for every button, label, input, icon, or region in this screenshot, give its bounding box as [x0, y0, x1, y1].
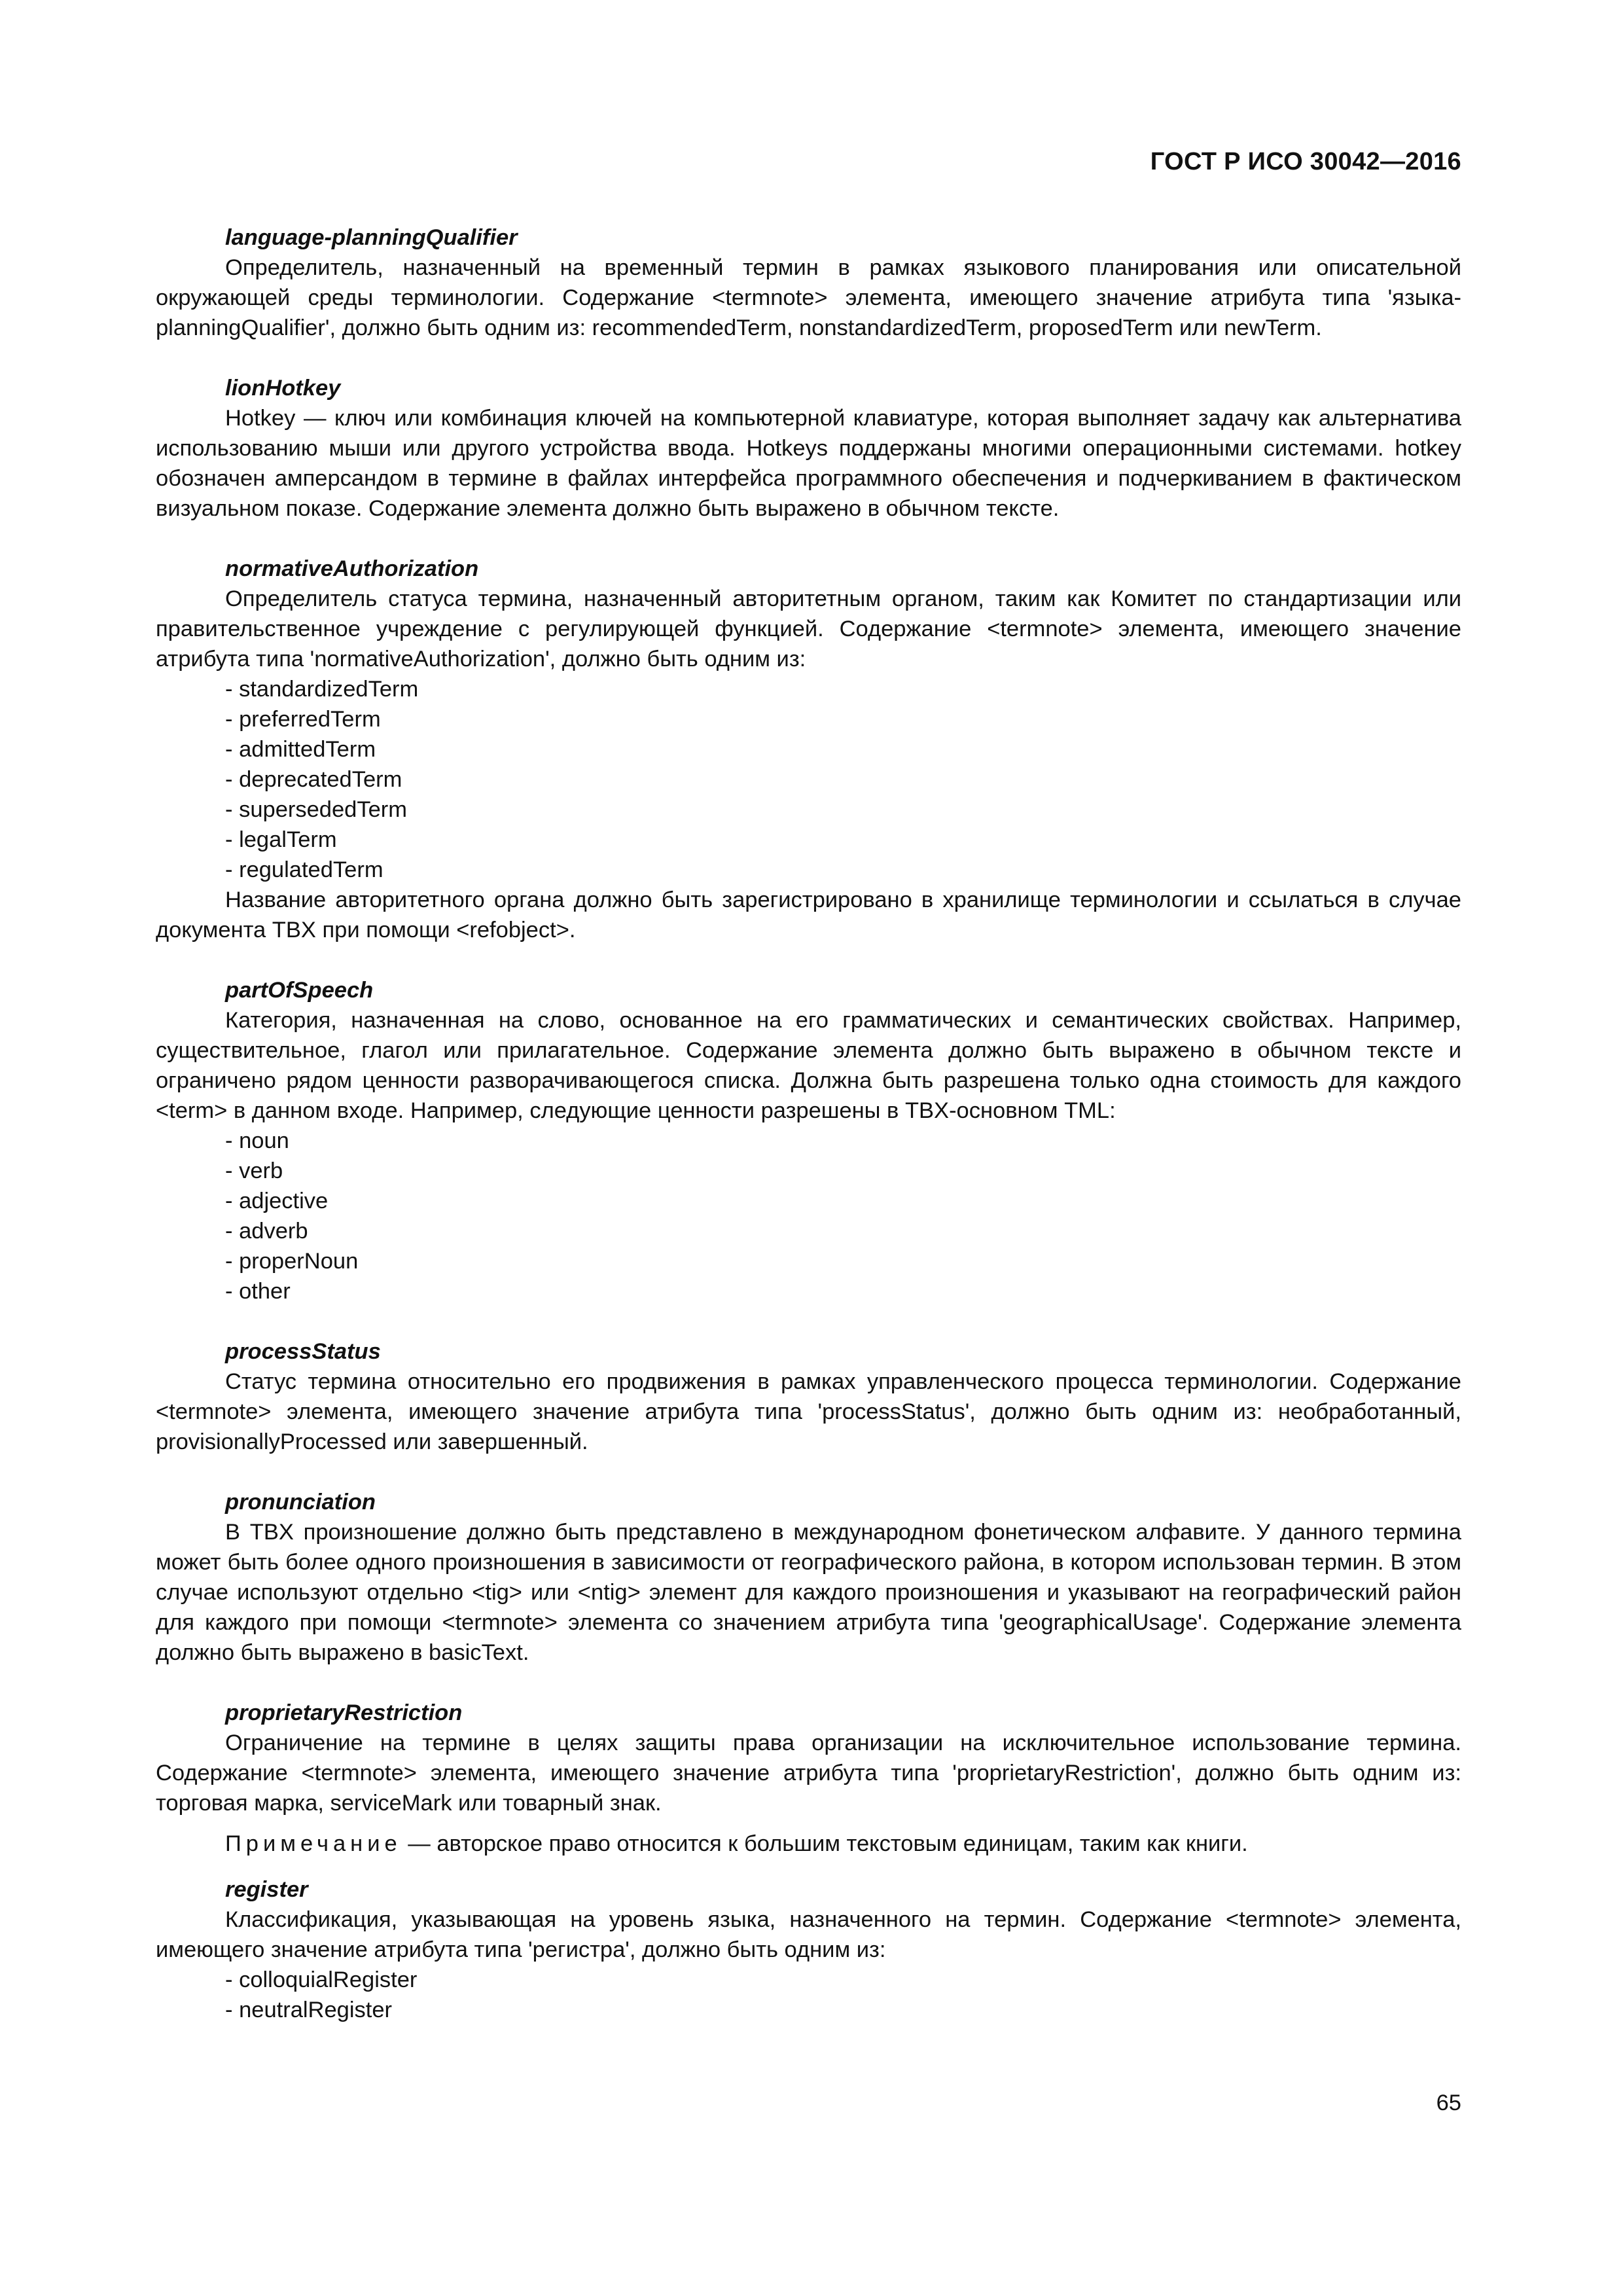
term-heading: pronunciation: [225, 1490, 376, 1515]
term-heading: language-planningQualifier: [225, 225, 518, 250]
definition-paragraph: В TBX произношение должно быть представлено в международном фонетическом алфавите. У данного термина может быть более одного произношения в зависимости от географического района, в котором использован термин. В этом случае используют отдельно <tig> или <ntig> элемент для каждого произношения и указывают на географический район для каждого при помощи <termnote> элемента со значением атрибута типа 'geographicalUsage'. Содержание элемента должно быть выражено в basicText.: [156, 1520, 1461, 1665]
definition-paragraph: Ограничение на термине в целях защиты права организации на исключительное использование термина. Содержание <termnote> элемента, имеющего значение атрибута типа 'proprietaryRestriction', должно быть одним из: торговая марка, serviceMark или товарный знак.: [156, 1731, 1461, 1816]
list-item: - verb: [225, 1158, 283, 1183]
term-heading: register: [225, 1877, 308, 1902]
list-item: - properNoun: [225, 1249, 359, 1274]
list-item: - admittedTerm: [225, 737, 376, 762]
list-item: - neutralRegister: [225, 1998, 393, 2022]
list-item: - legalTerm: [225, 827, 337, 852]
definition-paragraph: Определитель статуса термина, назначенный авторитетным органом, таким как Комитет по стандартизации или правительственное учреждение с регулирующей функцией. Содержание <termnote> элемента, имеющего значение атрибута типа 'normativeAuthorization', должно быть одним из:: [156, 586, 1461, 672]
definition-paragraph: Статус термина относительно его продвижения в рамках управленческого процесса терминологии. Содержание <termnote> элемента, имеющего значение атрибута типа 'processStatus', должно быть одним из: необработанный, provisionallyProcessed или завершенный.: [156, 1369, 1461, 1454]
definition-paragraph: Определитель, назначенный на временный термин в рамках языкового планирования или описательной окружающей среды терминологии. Содержание <termnote> элемента, имеющего значение атрибута типа 'языка-planningQualifier', должно быть одним из: recommendedTerm, nonstandardizedTerm, proposedTerm или newTerm.: [156, 255, 1461, 340]
definition-paragraph: Классификация, указывающая на уровень языка, назначенного на термин. Содержание <termnote> элемента, имеющего значение атрибута типа 'регистра', должно быть одним из:: [156, 1907, 1461, 1962]
definition-paragraph: Название авторитетного органа должно быть зарегистрировано в хранилище терминологии и ссылаться в случае документа TBX при помощи <refobject>.: [156, 888, 1461, 942]
note-text: — авторское право относится к большим текстовым единицам, таким как книги.: [401, 1831, 1248, 1856]
list-item: - supersededTerm: [225, 797, 408, 822]
definition-entry: [156, 1698, 1461, 1859]
definition-entry: [156, 373, 1461, 524]
list-item: - adjective: [225, 1189, 329, 1213]
page-number: 65: [1436, 2090, 1461, 2115]
definition-entry: [156, 554, 1461, 945]
term-heading: partOfSpeech: [225, 978, 374, 1003]
value-list: [156, 1126, 1461, 1306]
term-heading: processStatus: [225, 1339, 381, 1364]
definition-paragraph: Hotkey — ключ или комбинация ключей на компьютерной клавиатуре, которая выполняет задачу как альтернатива использованию мыши или другого устройства ввода. Hotkeys поддержаны многими операционными системами. hotkey обозначен амперсандом в термине в файлах интерфейса программного обеспечения и подчеркиванием в фактическом визуальном показе. Содержание элемента должно быть выражено в обычном тексте.: [156, 406, 1461, 521]
definition-paragraph: Категория, назначенная на слово, основанное на его грамматических и семантических свойствах. Например, существительное, глагол или прилагательное. Содержание элемента должно быть выражено в обычном тексте и ограничено рядом ценности разворачивающегося списка. Должна быть разрешена только одна стоимость для каждого <term> в данном входе. Например, следующие ценности разрешены в TBX-основном TML:: [156, 1008, 1461, 1123]
term-heading: proprietaryRestriction: [225, 1700, 463, 1725]
list-item: - colloquialRegister: [225, 1967, 418, 1992]
value-list: [156, 1965, 1461, 2025]
list-item: - regulatedTerm: [225, 857, 383, 882]
list-item: - standardizedTerm: [225, 677, 419, 702]
value-list: [156, 674, 1461, 885]
term-heading: normativeAuthorization: [225, 556, 479, 581]
page-content: [156, 223, 1461, 2025]
list-item: - other: [225, 1279, 291, 1304]
note-label: Примечание: [225, 1831, 402, 1856]
term-heading: lionHotkey: [225, 376, 341, 401]
definition-entry: [156, 223, 1461, 343]
note: [156, 1829, 1461, 1859]
definition-entry: [156, 1874, 1461, 2025]
list-item: - deprecatedTerm: [225, 767, 402, 792]
list-item: - noun: [225, 1128, 289, 1153]
list-item: - preferredTerm: [225, 707, 381, 732]
list-item: - adverb: [225, 1219, 308, 1244]
standard-header: ГОСТ Р ИСО 30042—2016: [1150, 148, 1461, 175]
definition-entry: [156, 1487, 1461, 1668]
definition-entry: [156, 975, 1461, 1306]
definition-entry: [156, 1336, 1461, 1457]
